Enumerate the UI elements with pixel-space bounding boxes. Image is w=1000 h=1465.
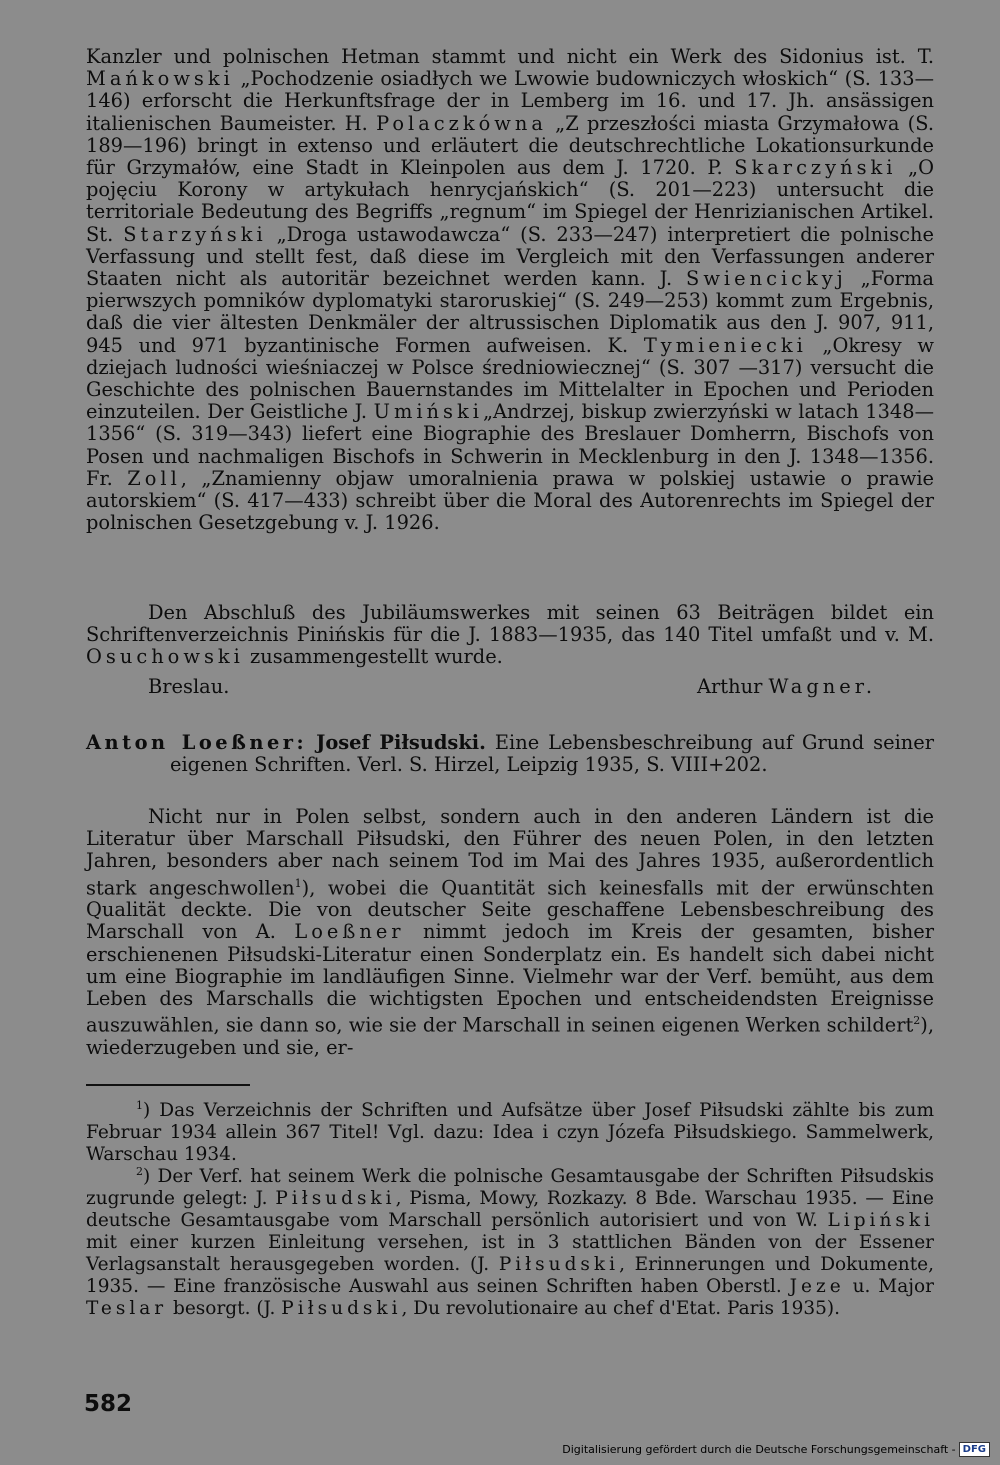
review-publication: Eine Lebensbeschreibung auf Grund seiner eigenen Schriften. Verl. S. Hirzel, Leipzig 1935, S. VIII+202. <box>170 731 935 777</box>
author-name: Piłsudski <box>275 1188 396 1210</box>
author-name: Swiencickyj <box>686 267 847 291</box>
author-name: Osuchowski <box>86 645 244 669</box>
author-name: Zoll <box>127 466 181 490</box>
author-name: Jeze <box>789 1276 845 1298</box>
digitization-footer <box>562 1442 990 1457</box>
review-author: Anton Loeßner: <box>86 731 308 754</box>
footer-text: Digitalisierung gefördert durch die Deutsche Forschungsgemeinschaft - <box>562 1443 956 1456</box>
dfg-logo-icon: DFG <box>959 1442 990 1457</box>
paragraph-review: Nicht nur in Polen selbst, sondern auch in den anderen Ländern ist die Literatur über Marschall Piłsudski, den Führer des neuen Polen, in den letzten Jahren, besonders aber nach seinem Tod im Mai des Jahres 1935, außerordentlich stark angeschwollen$^1$), wobei die Quantität sich keinesfalls mit der erwünschten Qualität deckte. Die von deutscher Seite geschaffene Lebensbeschreibung des Marschall von A. Loeßner nimmt jedoch im Kreis der gesamten, bisher erschienenen Piłsudski-Literatur einen Sonderplatz ein. Es handelt sich dabei nicht um eine Biographie im landläufigen Sinne. Vielmehr war der Verf. bemüht, aus dem Leben des Marschalls die wichtigsten Epochen und entscheidendsten Ereignisse auszuwählen, sie dann so, wie sie der Marschall in seinen eigenen Werken schildert$^2$), wiederzugeben und sie, er- <box>86 805 934 1059</box>
author-name: Skarczyński <box>734 156 897 180</box>
review-heading <box>86 732 934 776</box>
footnote-ref: 2 <box>913 1014 921 1028</box>
review-book-title: Josef Piłsudski. <box>316 731 486 754</box>
author-name: Loeßner <box>294 920 405 944</box>
paragraph-contributions: Kanzler und polnischen Hetman stammt und nicht ein Werk des Sidonius ist. T. Mańkowski „Pochodzenie osiadłych we Lwowie budowniczych włoskich“ (S. 133—146) erforscht die Herkunftsfrage der in Lemberg im 16. und 17. Jh. ansässigen italienischen Baumeister. H. Polaczkówna „Z przeszłości miasta Grzymałowa (S. 189—196) bringt in extenso und erläutert die deutschrechtliche Lokationsurkunde für Grzymałów, eine Stadt in Kleinpolen aus dem J. 1720. P. Skarczyński „O pojęciu Korony w artykułach henrycjańskich“ (S. 201—223) untersucht die territoriale Bedeutung des Begriffs „regnum“ im Spiegel der Henrizianischen Artikel. St. Starzyński „Droga ustawodawcza“ (S. 233—247) interpretiert die polnische Verfassung und stellt fest, daß diese im Vergleich mit den Verfassungen anderer Staaten nicht als autoritär bezeichnet werden kann. J. Swiencickyj „Forma pierwszych pomników dyplomatyki staroruskiej“ (S. 249—253) kommt zum Ergebnis, daß die vier ältesten Denkmäler der altrussischen Diplomatik aus den J. 907, 911, 945 und 971 byzantinische Formen aufweisen. K. Tymieniecki „Okresy w dziejach ludności wieśniaczej w Polsce średniowiecznej“ (S. 307 —317) versucht die Geschichte des polnischen Bauernstandes im Mittelalter in Epochen und Perioden einzuteilen. Der Geistliche J. Umiński„Andrzej, biskup zwierzyński w latach 1348—1356“ (S. 319—343) liefert eine Biographie des Breslauer Domherrn, Bischofs von Posen und nachmaligen Bischofs in Schwerin in Mecklenburg in den J. 1348—1356. Fr. Zoll, „Znamienny objaw umoralnienia prawa w polskiej ustawie o prawie autorskiem“ (S. 417—433) schreibt über die Moral des Autorenrechts im Spiegel der polnischen Gesetzgebung v. J. 1926. <box>86 45 935 535</box>
author-name: Tymieniecki <box>643 333 807 357</box>
author-name: Lipiński <box>827 1210 934 1232</box>
signature-author: Arthur Wagner. <box>697 675 876 698</box>
page-number: 582 <box>84 1391 133 1417</box>
footnote-ref: 1 <box>294 876 302 890</box>
paragraph-conclusion: Den Abschluß des Jubiläumswerkes mit seinen 63 Beiträgen bildet ein Schriftenverzeichnis Pinińskis für die J. 1883—1935, das 140 Titel umfaßt und v. M. Osuchowski zusammengestellt wurde. <box>86 601 934 669</box>
author-name: Starzyński <box>123 222 267 246</box>
author-name: Umiński <box>373 400 483 424</box>
author-name: Polaczkówna <box>376 111 547 135</box>
footnote-1: $^1$) Das Verzeichnis der Schriften und Aufsätze über Josef Piłsudski zählte bis zum Februar 1934 allein 367 Titel! Vgl. dazu: Idea i czyn Józefa Piłsudskiego. Sammelwerk, Warschau 1934. <box>86 1099 934 1166</box>
author-name: Teslar <box>86 1298 168 1320</box>
footnote-rule <box>86 1084 250 1086</box>
signature <box>86 676 934 698</box>
signature-place: Breslau. <box>148 675 230 698</box>
author-name: Piłsudski <box>281 1298 402 1320</box>
footnote-2: $^2$) Der Verf. hat seinem Werk die polnische Gesamtausgabe der Schriften Piłsudskis zugrunde gelegt: J. Piłsudski, Pisma, Mowy, Rozkazy. 8 Bde. Warschau 1935. — Eine deutsche Gesamtausgabe vom Marschall persönlich autorisiert und von W. Lipiński mit einer kurzen Einleitung versehen, ist in 3 stattlichen Bänden von der Essener Verlagsanstalt herausgegeben worden. (J. Piłsudski, Erinnerungen und Dokumente, 1935. — Eine französische Auswahl aus seinen Schriften haben Oberstl. Jeze u. Major Teslar besorgt. (J. Piłsudski, Du revolutionaire au chef d'Etat. Paris 1935). <box>86 1165 935 1320</box>
author-name: Piłsudski <box>498 1254 620 1276</box>
author-name: Mańkowski <box>86 67 234 91</box>
